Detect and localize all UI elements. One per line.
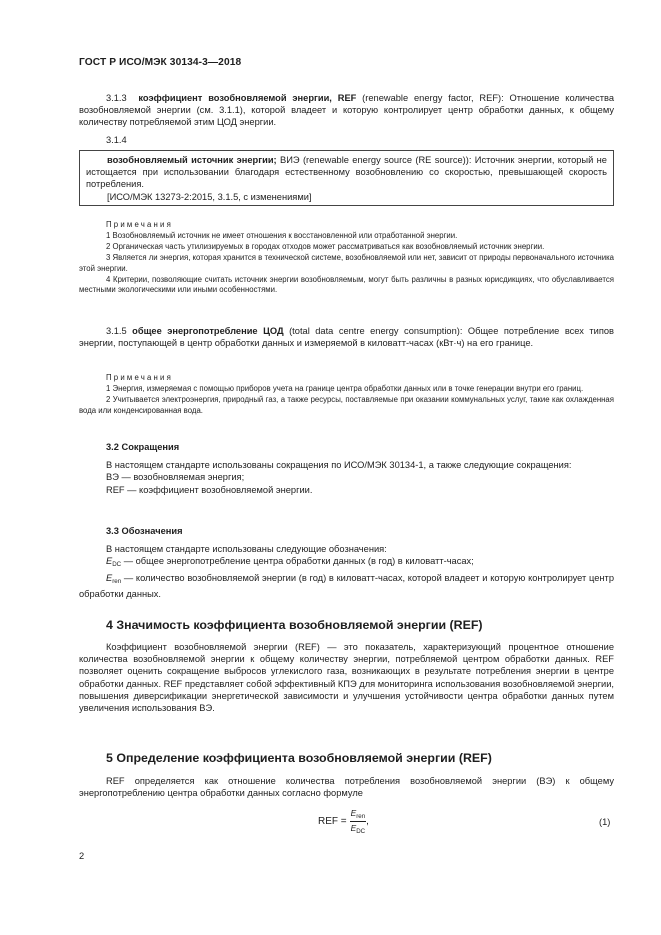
notes-3-1-4	[79, 220, 614, 296]
clause-3-1-3	[79, 92, 614, 129]
section-3-2-heading: 3.2 Сокращения	[106, 442, 180, 452]
formula-numerator-letter: E	[350, 808, 357, 818]
formula-denominator	[351, 822, 366, 835]
abbreviation-item: ВЭ — возобновляемая энергия;	[106, 472, 245, 483]
clause-3-1-4-box	[79, 150, 614, 206]
clause-3-1-3-term: коэффициент возобновляемой энергии, REF	[138, 93, 357, 103]
notes-3-1-5	[79, 373, 614, 417]
symbol-eren-text: — количество возобновляемой энергии (в год) в киловатт-часах, которой владеет и которую контролирует центр обработки данных.	[79, 572, 614, 599]
formula-numerator	[350, 808, 367, 822]
note-item: 1 Возобновляемый источник не имеет отношения к восстановленной или отработанной энергии.	[106, 230, 458, 240]
symbol-edc	[79, 555, 614, 571]
symbol-eren-subscript: ren	[112, 577, 122, 585]
page-number: 2	[79, 851, 85, 861]
formula-denominator-letter: E	[350, 823, 357, 833]
clause-3-1-4-source: [ИСО/МЭК 13273-2:2015, 3.1.5, с изменениями]	[107, 191, 312, 202]
clause-3-1-3-number: 3.1.3	[106, 93, 127, 103]
note-item: 2 Учитывается электроэнергия, природный газ, а также ресурсы, поставляемые при оказании коммунальных услуг, такие как охлажденная вода или конденсированная вода.	[79, 394, 614, 415]
section-5-heading: 5 Определение коэффициента возобновляемой энергии (REF)	[106, 751, 492, 765]
page-header: ГОСТ Р ИСО/МЭК 30134-3—2018	[79, 57, 242, 68]
section-4-heading: 4 Значимость коэффициента возобновляемой энергии (REF)	[106, 618, 483, 632]
formula-denominator-subscript: DC	[356, 828, 366, 835]
section-3-3-intro: В настоящем стандарте использованы следующие обозначения:	[106, 544, 387, 555]
note-item: 3 Является ли энергия, которая хранится в технической системе, возобновляемой или нет, зависит от природы первоначального источника этой энергии.	[79, 252, 614, 273]
notes-3-1-5-title: Примечания	[106, 373, 174, 382]
symbol-edc-subscript: DC	[112, 561, 122, 569]
formula-numerator-subscript: ren	[356, 813, 366, 820]
clause-3-1-5	[79, 325, 614, 349]
section-5-body	[79, 775, 614, 799]
symbol-edc-letter: E	[106, 556, 113, 567]
clause-3-1-4-number-line	[79, 134, 614, 146]
formula-1	[318, 808, 369, 835]
notes-3-1-4-title: Примечания	[106, 220, 174, 229]
clause-3-1-4-text: ВИЭ (renewable energy source (RE source)): Источник энергии, который не истощается при использовании благодаря естественному возобновлению со скоростью, превышающей скорость потребления.	[86, 155, 607, 190]
section-5-text: REF определяется как отношение количества потребления возобновляемой энергии (ВЭ) к общему энергопотреблению центра обработки данных согласно формуле	[79, 776, 614, 799]
clause-3-1-3-text: (renewable energy factor, REF): Отношение количества возобновляемой энергии (см. 3.1.1), которой владеет и которую контролирует центр обработки данных, к общему количеству потребляемой этим ЦОД энергии.	[79, 93, 614, 128]
symbol-eren	[79, 572, 614, 600]
section-3-2	[79, 441, 614, 496]
section-4-body	[79, 641, 614, 714]
section-4-text: Коэффициент возобновляемой энергии (REF) — это показатель, характеризующий процентное отношение количества возобновляемой энергии к общему количеству энергии, потребляемой центром обработки данных. REF позволяет оценить сокращение выбросов углекислого газа, возникающих в результате потребления энергии в центре обработки данных. REF представляет собой эффективный КПЭ для мониторинга использования возобновляемой энергии, повышения диверсификации энергетической зависимости и улучшения устойчивости центра обработки данных путем увеличения использования ВЭ.	[79, 642, 614, 714]
note-item: 4 Критерии, позволяющие считать источник энергии возобновляемым, могут быть различны в разных юрисдикциях, что обуславливается местными экологическими или иными особенностями.	[79, 274, 614, 295]
section-3-2-intro: В настоящем стандарте использованы сокращения по ИСО/МЭК 30134-1, а также следующие сокращения:	[106, 460, 572, 471]
formula-number: (1)	[599, 817, 611, 827]
formula-lhs: REF =	[318, 816, 347, 827]
abbreviation-item: REF — коэффициент возобновляемой энергии.	[106, 484, 313, 495]
clause-3-1-5-text: (total data centre energy consumption): Общее потребление всех типов энергии, поступающей в центр обработки данных и измеряемой в киловатт-часах (кВт·ч) на его границе.	[79, 326, 614, 349]
clause-3-1-4-term: возобновляемый источник энергии;	[107, 155, 277, 165]
symbol-edc-text: — общее энергопотребление центра обработки данных (в год) в киловатт-часах;	[121, 556, 474, 567]
clause-3-1-4-number: 3.1.4	[106, 135, 127, 145]
formula-fraction	[350, 808, 367, 835]
symbol-eren-letter: E	[106, 572, 113, 583]
note-item: 2 Органическая часть утилизируемых в городах отходов может рассматриваться как возобновляемый источник энергии.	[106, 241, 545, 251]
formula-tail: ,	[366, 816, 369, 827]
note-item: 1 Энергия, измеряемая с помощью приборов учета на границе центра обработки данных или в точке генерации внутри его границ.	[106, 383, 584, 393]
section-3-3-heading: 3.3 Обозначения	[106, 526, 183, 536]
section-3-3	[79, 525, 614, 600]
clause-3-1-5-number: 3.1.5	[106, 326, 127, 336]
clause-3-1-5-term: общее энергопотребление ЦОД	[132, 326, 284, 336]
